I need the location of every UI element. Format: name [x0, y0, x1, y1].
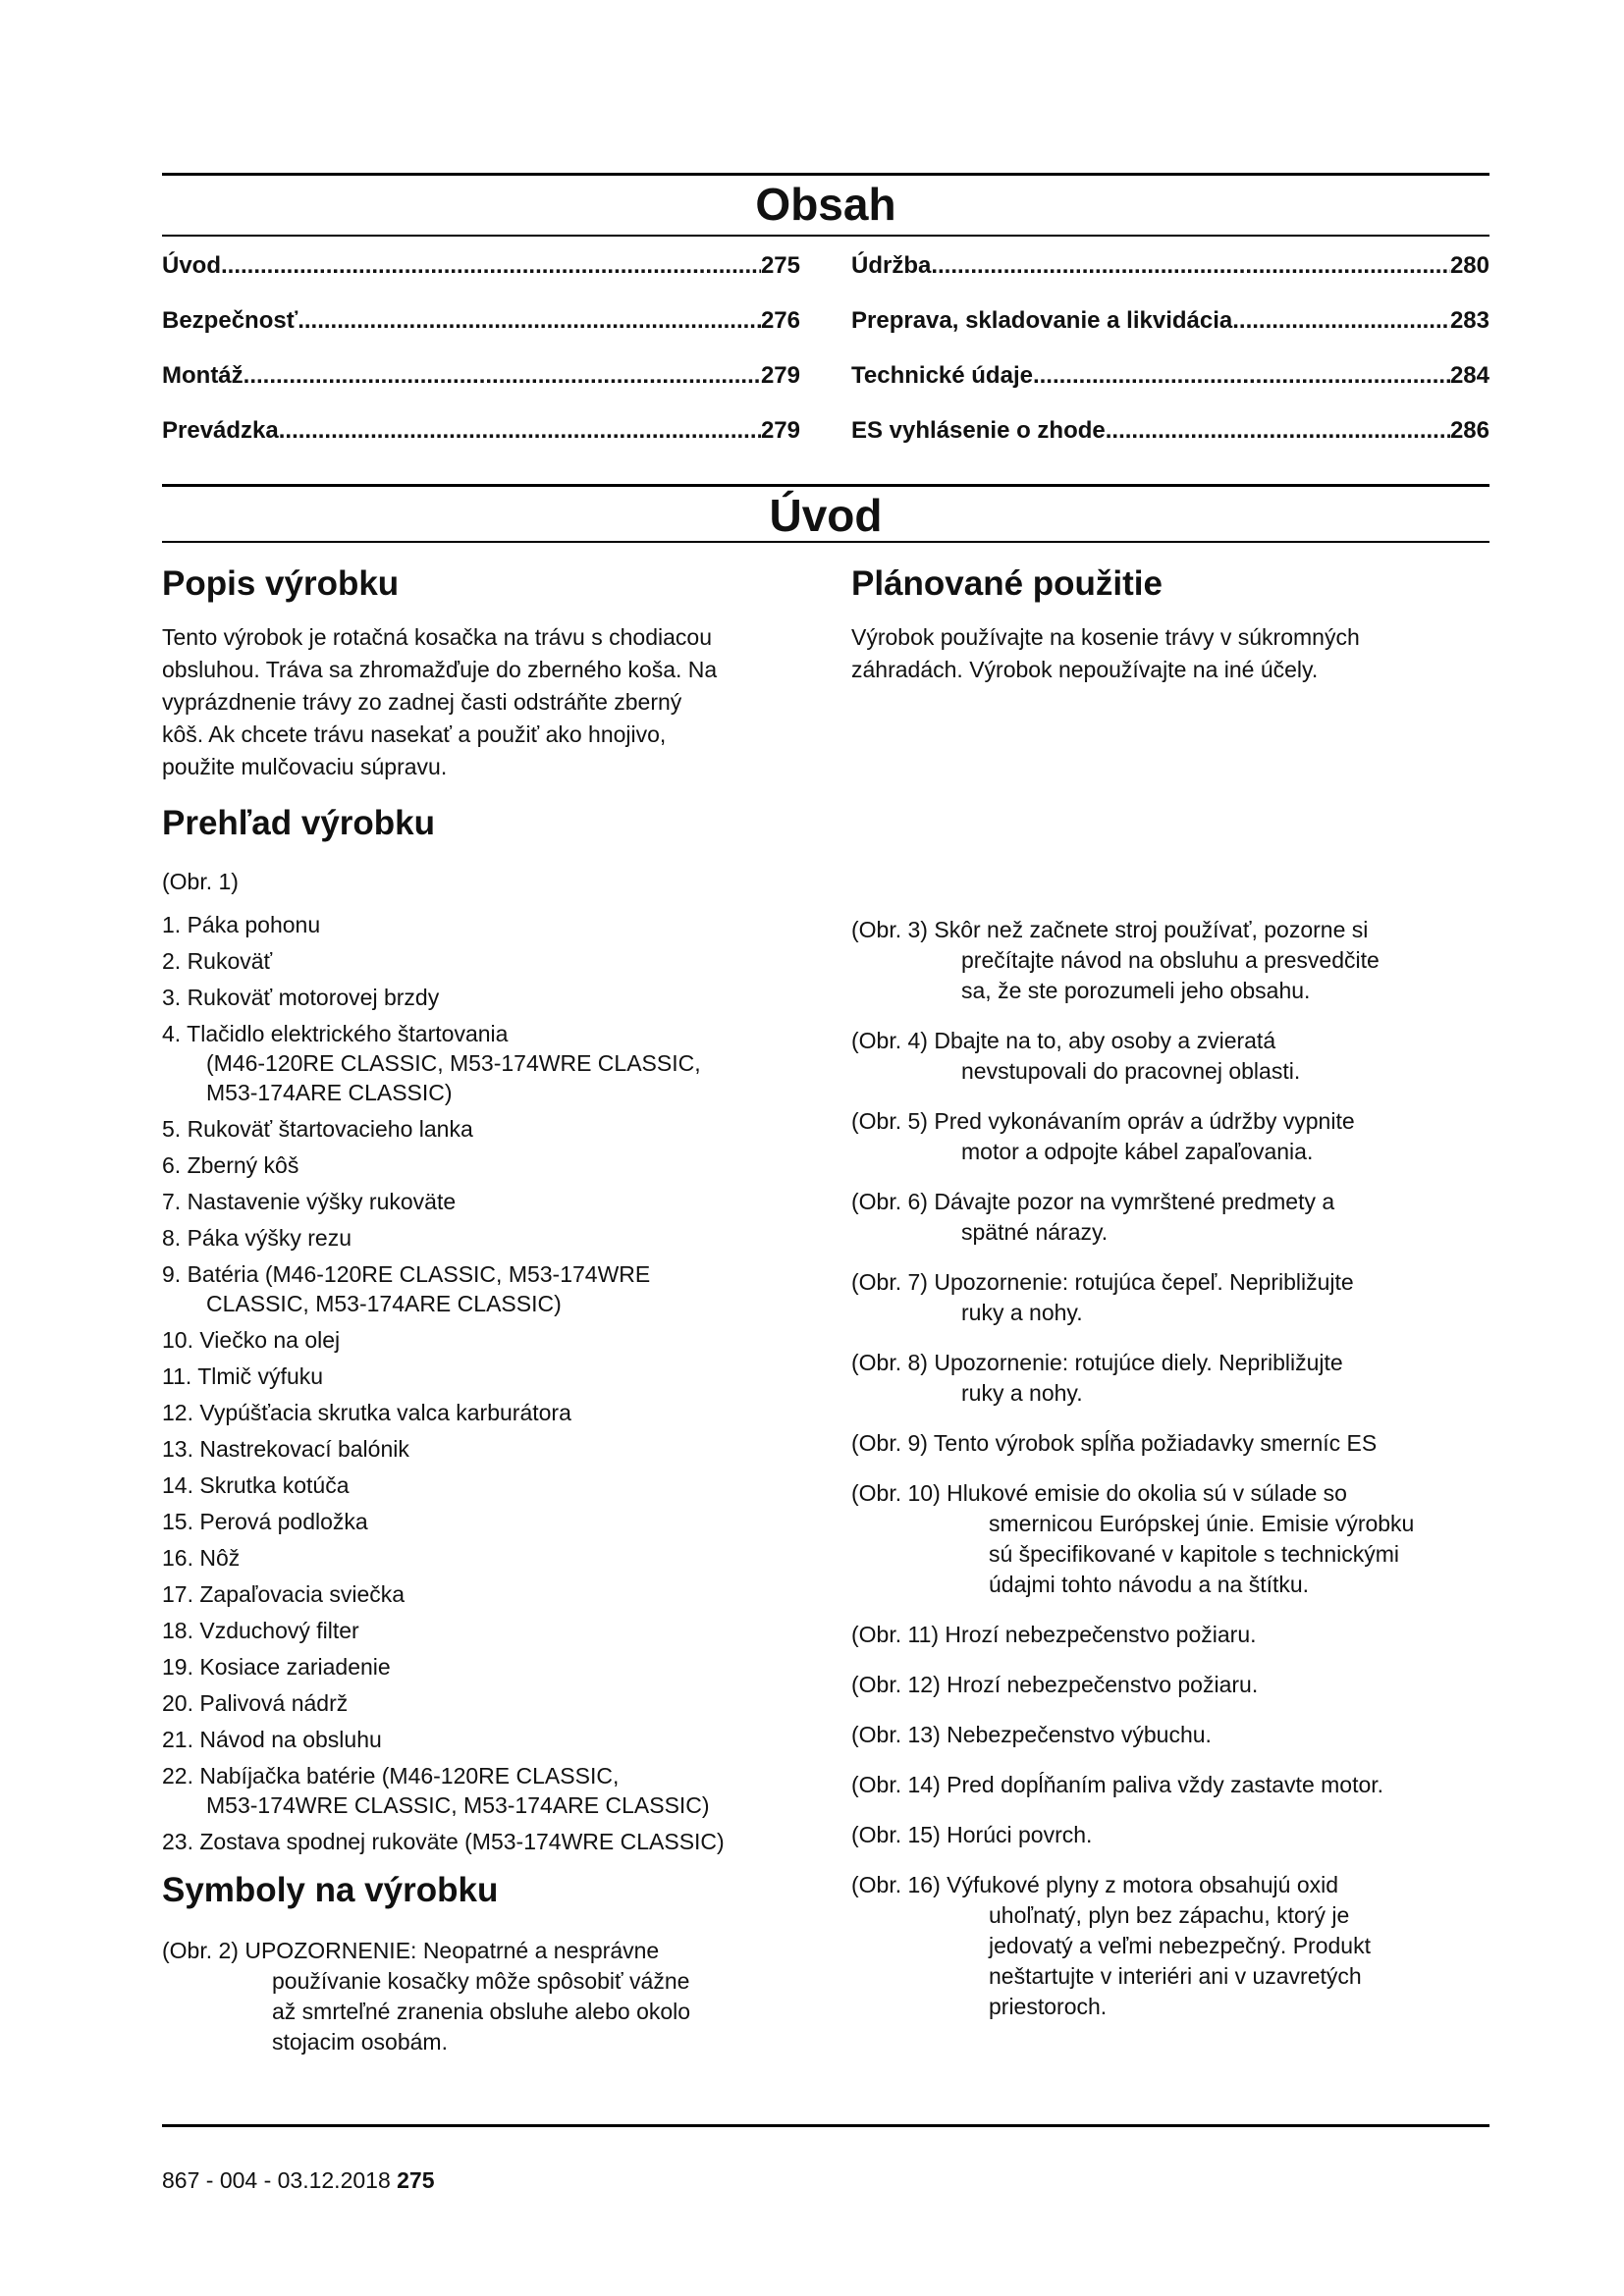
list-item-text: 7. Nastavenie výšky rukoväte: [162, 1189, 457, 1214]
list-item-text: 18. Vzduchový filter: [162, 1618, 359, 1643]
toc-entry: [162, 307, 800, 362]
toc-entry: [162, 417, 800, 472]
symboly-right: [851, 915, 1489, 2042]
list-item-text: 16. Nôž: [162, 1545, 241, 1571]
symbol-entry: [851, 1770, 1489, 1800]
symbol-entry-continuation: až smrteľné zranenia obsluhe alebo okolo: [272, 1999, 691, 2024]
list-item: [162, 1434, 830, 1464]
symbol-entry: [851, 915, 1489, 1006]
symbol-entry-text: (Obr. 9) Tento výrobok spĺňa požiadavky smerníc ES: [851, 1430, 1378, 1456]
list-item: [162, 1616, 830, 1645]
toc-entry-page: 276: [760, 307, 800, 334]
list-item: [162, 1325, 830, 1355]
toc-entry-name: Montáž: [162, 362, 244, 389]
toc-entry-name: Preprava, skladovanie a likvidácia: [851, 307, 1233, 334]
list-item-text: 23. Zostava spodnej rukoväte (M53-174WRE CLASSIC): [162, 1829, 725, 1854]
symbol-entry: [851, 1348, 1489, 1409]
toc-right-column: [851, 252, 1489, 472]
symbol-entry: [851, 1870, 1489, 2022]
list-item: [162, 1114, 830, 1144]
list-item-text: 17. Zapaľovacia sviečka: [162, 1581, 406, 1607]
symbol-entry-continuation: uhoľnatý, plyn bez zápachu, ktorý je: [989, 1902, 1350, 1928]
symbol-entry: [851, 1026, 1489, 1087]
symbol-entry-text: (Obr. 6) Dávajte pozor na vymrštené predmety a: [851, 1189, 1335, 1214]
paragraph-line: záhradách. Výrobok nepoužívajte na iné účely.: [851, 657, 1319, 682]
list-item-continuation: M53-174ARE CLASSIC): [206, 1080, 453, 1105]
list-item-text: 8. Páka výšky rezu: [162, 1225, 352, 1251]
paragraph-line: Výrobok používajte na kosenie trávy v súkromných: [851, 624, 1360, 650]
toc-entry-page: 275: [760, 252, 800, 279]
symbol-entry-continuation: neštartujte v interiéri ani v uzavretých: [989, 1963, 1362, 1989]
list-item: [162, 1187, 830, 1216]
list-item-text: 21. Návod na obsluhu: [162, 1727, 382, 1752]
symbol-entry-text: (Obr. 16) Výfukové plyny z motora obsahujú oxid: [851, 1872, 1339, 1897]
list-item: [162, 1543, 830, 1573]
toc-leader-dots: [279, 417, 761, 445]
list-item: [162, 1827, 830, 1856]
toc-leader-dots: [244, 362, 761, 390]
toc-leader-dots: [221, 252, 761, 280]
symboly-heading: Symboly na výrobku: [162, 1871, 499, 1909]
list-item-text: 5. Rukoväť štartovacieho lanka: [162, 1116, 473, 1142]
toc-entry: [162, 362, 800, 417]
list-item-text: 12. Vypúšťacia skrutka valca karburátora: [162, 1400, 571, 1425]
symbol-entry: [851, 1187, 1489, 1248]
list-item-text: 1. Páka pohonu: [162, 912, 321, 937]
list-item-text: 11. Tlmič výfuku: [162, 1363, 324, 1389]
toc-entry-name: Technické údaje: [851, 362, 1033, 389]
symbol-entry: [851, 1478, 1489, 1600]
intro-title: Úvod: [769, 490, 883, 541]
footer-doc-code: 867 - 004 - 03.12.2018: [162, 2167, 391, 2193]
paragraph-line: Tento výrobok je rotačná kosačka na trávu s chodiacou: [162, 624, 712, 650]
symbol-entry-continuation: spätné nárazy.: [961, 1219, 1109, 1245]
prehlad-heading: Prehľad výrobku: [162, 804, 436, 842]
toc-leader-dots: [1232, 307, 1450, 335]
symbol-entry-continuation: používanie kosačky môže spôsobiť vážne: [272, 1968, 690, 1994]
symbol-entry-text: (Obr. 4) Dbajte na to, aby osoby a zvieratá: [851, 1028, 1276, 1053]
list-item-text: 10. Viečko na olej: [162, 1327, 341, 1353]
list-item-text: 13. Nastrekovací balónik: [162, 1436, 409, 1462]
symbol-entry-text: (Obr. 13) Nebezpečenstvo výbuchu.: [851, 1722, 1212, 1747]
symbol-entry-continuation: nevstupovali do pracovnej oblasti.: [961, 1058, 1301, 1084]
list-item-text: 4. Tlačidlo elektrického štartovania: [162, 1021, 509, 1046]
toc-entry-page: 284: [1449, 362, 1489, 389]
paragraph-line: vyprázdnenie trávy zo zadnej časti odstráňte zberný: [162, 689, 682, 715]
symbol-entry-continuation: priestoroch.: [989, 1994, 1108, 2019]
list-item-text: 9. Batéria (M46-120RE CLASSIC, M53-174WRE: [162, 1261, 651, 1287]
list-item: [162, 946, 830, 976]
list-item-text: 14. Skrutka kotúča: [162, 1472, 350, 1498]
toc-entry-page: 286: [1449, 417, 1489, 444]
list-item-text: 19. Kosiace zariadenie: [162, 1654, 391, 1680]
prehlad-list: [162, 910, 830, 1863]
list-item: [162, 1398, 830, 1427]
toc-entry: [851, 417, 1489, 472]
toc-title: Obsah: [755, 179, 896, 230]
symbol-entry-continuation: motor a odpojte kábel zapaľovania.: [961, 1139, 1314, 1164]
toc-entry-name: Údržba: [851, 252, 932, 279]
symbol-entry-text: (Obr. 14) Pred dopĺňaním paliva vždy zastavte motor.: [851, 1772, 1384, 1797]
toc-left-column: [162, 252, 800, 472]
symbol-entry-text: (Obr. 8) Upozornenie: rotujúce diely. Nepribližujte: [851, 1350, 1343, 1375]
paragraph-line: použite mulčovaciu súpravu.: [162, 754, 448, 779]
toc-entry-page: 279: [760, 417, 800, 444]
symbol-entry: [851, 1720, 1489, 1750]
popis-paragraph: [162, 621, 800, 783]
toc-entry-page: 283: [1449, 307, 1489, 334]
symboly-left: [162, 1936, 800, 2077]
paragraph-line: kôš. Ak chcete trávu nasekať a použiť ako hnojivo,: [162, 721, 667, 747]
list-item: [162, 1470, 830, 1500]
list-item-text: 15. Perová podložka: [162, 1509, 368, 1534]
symbol-entry-text: (Obr. 12) Hrozí nebezpečenstvo požiaru.: [851, 1672, 1259, 1697]
symbol-entry-continuation: ruky a nohy.: [961, 1380, 1083, 1406]
symbol-entry: [851, 1820, 1489, 1850]
symbol-entry: [851, 1620, 1489, 1650]
symbol-entry: [851, 1106, 1489, 1167]
intro-top-rule: [162, 484, 1489, 487]
list-item: [162, 1150, 830, 1180]
toc-bottom-rule: [162, 235, 1489, 237]
symbol-entry-continuation: smernicou Európskej únie. Emisie výrobku: [989, 1511, 1415, 1536]
toc-entry-page: 280: [1449, 252, 1489, 279]
toc-entry: [851, 307, 1489, 362]
prehlad-ref: (Obr. 1): [162, 869, 239, 894]
list-item: [162, 1761, 830, 1820]
list-item: [162, 1507, 830, 1536]
toc-entry-name: Prevádzka: [162, 417, 279, 444]
symbol-entry-continuation: jedovatý a veľmi nebezpečný. Produkt: [989, 1933, 1371, 1958]
symbol-entry-continuation: sa, že ste porozumeli jeho obsahu.: [961, 978, 1311, 1003]
list-item-text: 20. Palivová nádrž: [162, 1690, 349, 1716]
list-item: [162, 1362, 830, 1391]
list-item: [162, 1223, 830, 1253]
list-item-continuation: M53-174WRE CLASSIC, M53-174ARE CLASSIC): [206, 1792, 710, 1818]
list-item: [162, 1259, 830, 1318]
symbol-entry-text: (Obr. 10) Hlukové emisie do okolia sú v súlade so: [851, 1480, 1347, 1506]
symbol-entry-text: (Obr. 7) Upozornenie: rotujúca čepeľ. Nepribližujte: [851, 1269, 1354, 1295]
symbol-entry-continuation: ruky a nohy.: [961, 1300, 1083, 1325]
toc-entry-name: Bezpečnosť: [162, 307, 298, 334]
toc-entry-name: Úvod: [162, 252, 221, 279]
symbol-entry-text: (Obr. 11) Hrozí nebezpečenstvo požiaru.: [851, 1622, 1257, 1647]
toc-leader-dots: [1033, 362, 1450, 390]
toc-leader-dots: [298, 307, 761, 335]
list-item: [162, 1725, 830, 1754]
symbol-entry: [162, 1936, 800, 2057]
planovane-paragraph: [851, 621, 1489, 686]
toc-leader-dots: [931, 252, 1450, 280]
symbol-entry-text: (Obr. 3) Skôr než začnete stroj používať, pozorne si: [851, 917, 1369, 942]
list-item: [162, 1688, 830, 1718]
symbol-entry-continuation: stojacim osobám.: [272, 2029, 448, 2055]
symbol-entry-text: (Obr. 15) Horúci povrch.: [851, 1822, 1093, 1847]
toc-entry: [851, 252, 1489, 307]
list-item: [162, 910, 830, 939]
list-item-text: 3. Rukoväť motorovej brzdy: [162, 985, 440, 1010]
symbol-entry: [851, 1670, 1489, 1700]
toc-top-rule: [162, 173, 1489, 176]
list-item: [162, 983, 830, 1012]
list-item: [162, 1579, 830, 1609]
list-item-text: 22. Nabíjačka batérie (M46-120RE CLASSIC,: [162, 1763, 620, 1789]
toc-entry: [162, 252, 800, 307]
symbol-entry-continuation: údajmi tohto návodu a na štítku.: [989, 1572, 1310, 1597]
footer-page-number: 275: [397, 2167, 435, 2193]
list-item: [162, 1019, 830, 1107]
toc-leader-dots: [1106, 417, 1450, 445]
list-item-continuation: (M46-120RE CLASSIC, M53-174WRE CLASSIC,: [206, 1050, 701, 1076]
toc-entry-name: ES vyhlásenie o zhode: [851, 417, 1106, 444]
list-item-text: 2. Rukoväť: [162, 948, 273, 974]
paragraph-line: obsluhou. Tráva sa zhromažďuje do zberného koša. Na: [162, 657, 718, 682]
symbol-entry-text: (Obr. 2) UPOZORNENIE: Neopatrné a nesprávne: [162, 1938, 660, 1963]
list-item-text: 6. Zberný kôš: [162, 1152, 299, 1178]
footer-rule: [162, 2124, 1489, 2127]
toc-entry-page: 279: [760, 362, 800, 389]
page-footer: [162, 2167, 435, 2194]
symbol-entry: [851, 1428, 1489, 1459]
list-item-continuation: CLASSIC, M53-174ARE CLASSIC): [206, 1291, 562, 1316]
planovane-heading: Plánované použitie: [851, 564, 1163, 603]
list-item: [162, 1652, 830, 1682]
toc-entry: [851, 362, 1489, 417]
symbol-entry-text: (Obr. 5) Pred vykonávaním opráv a údržby vypnite: [851, 1108, 1355, 1134]
popis-heading: Popis výrobku: [162, 564, 400, 603]
intro-bottom-rule: [162, 541, 1489, 543]
symbol-entry-continuation: sú špecifikované v kapitole s technickými: [989, 1541, 1400, 1567]
symbol-entry-continuation: prečítajte návod na obsluhu a presvedčite: [961, 947, 1380, 973]
symbol-entry: [851, 1267, 1489, 1328]
